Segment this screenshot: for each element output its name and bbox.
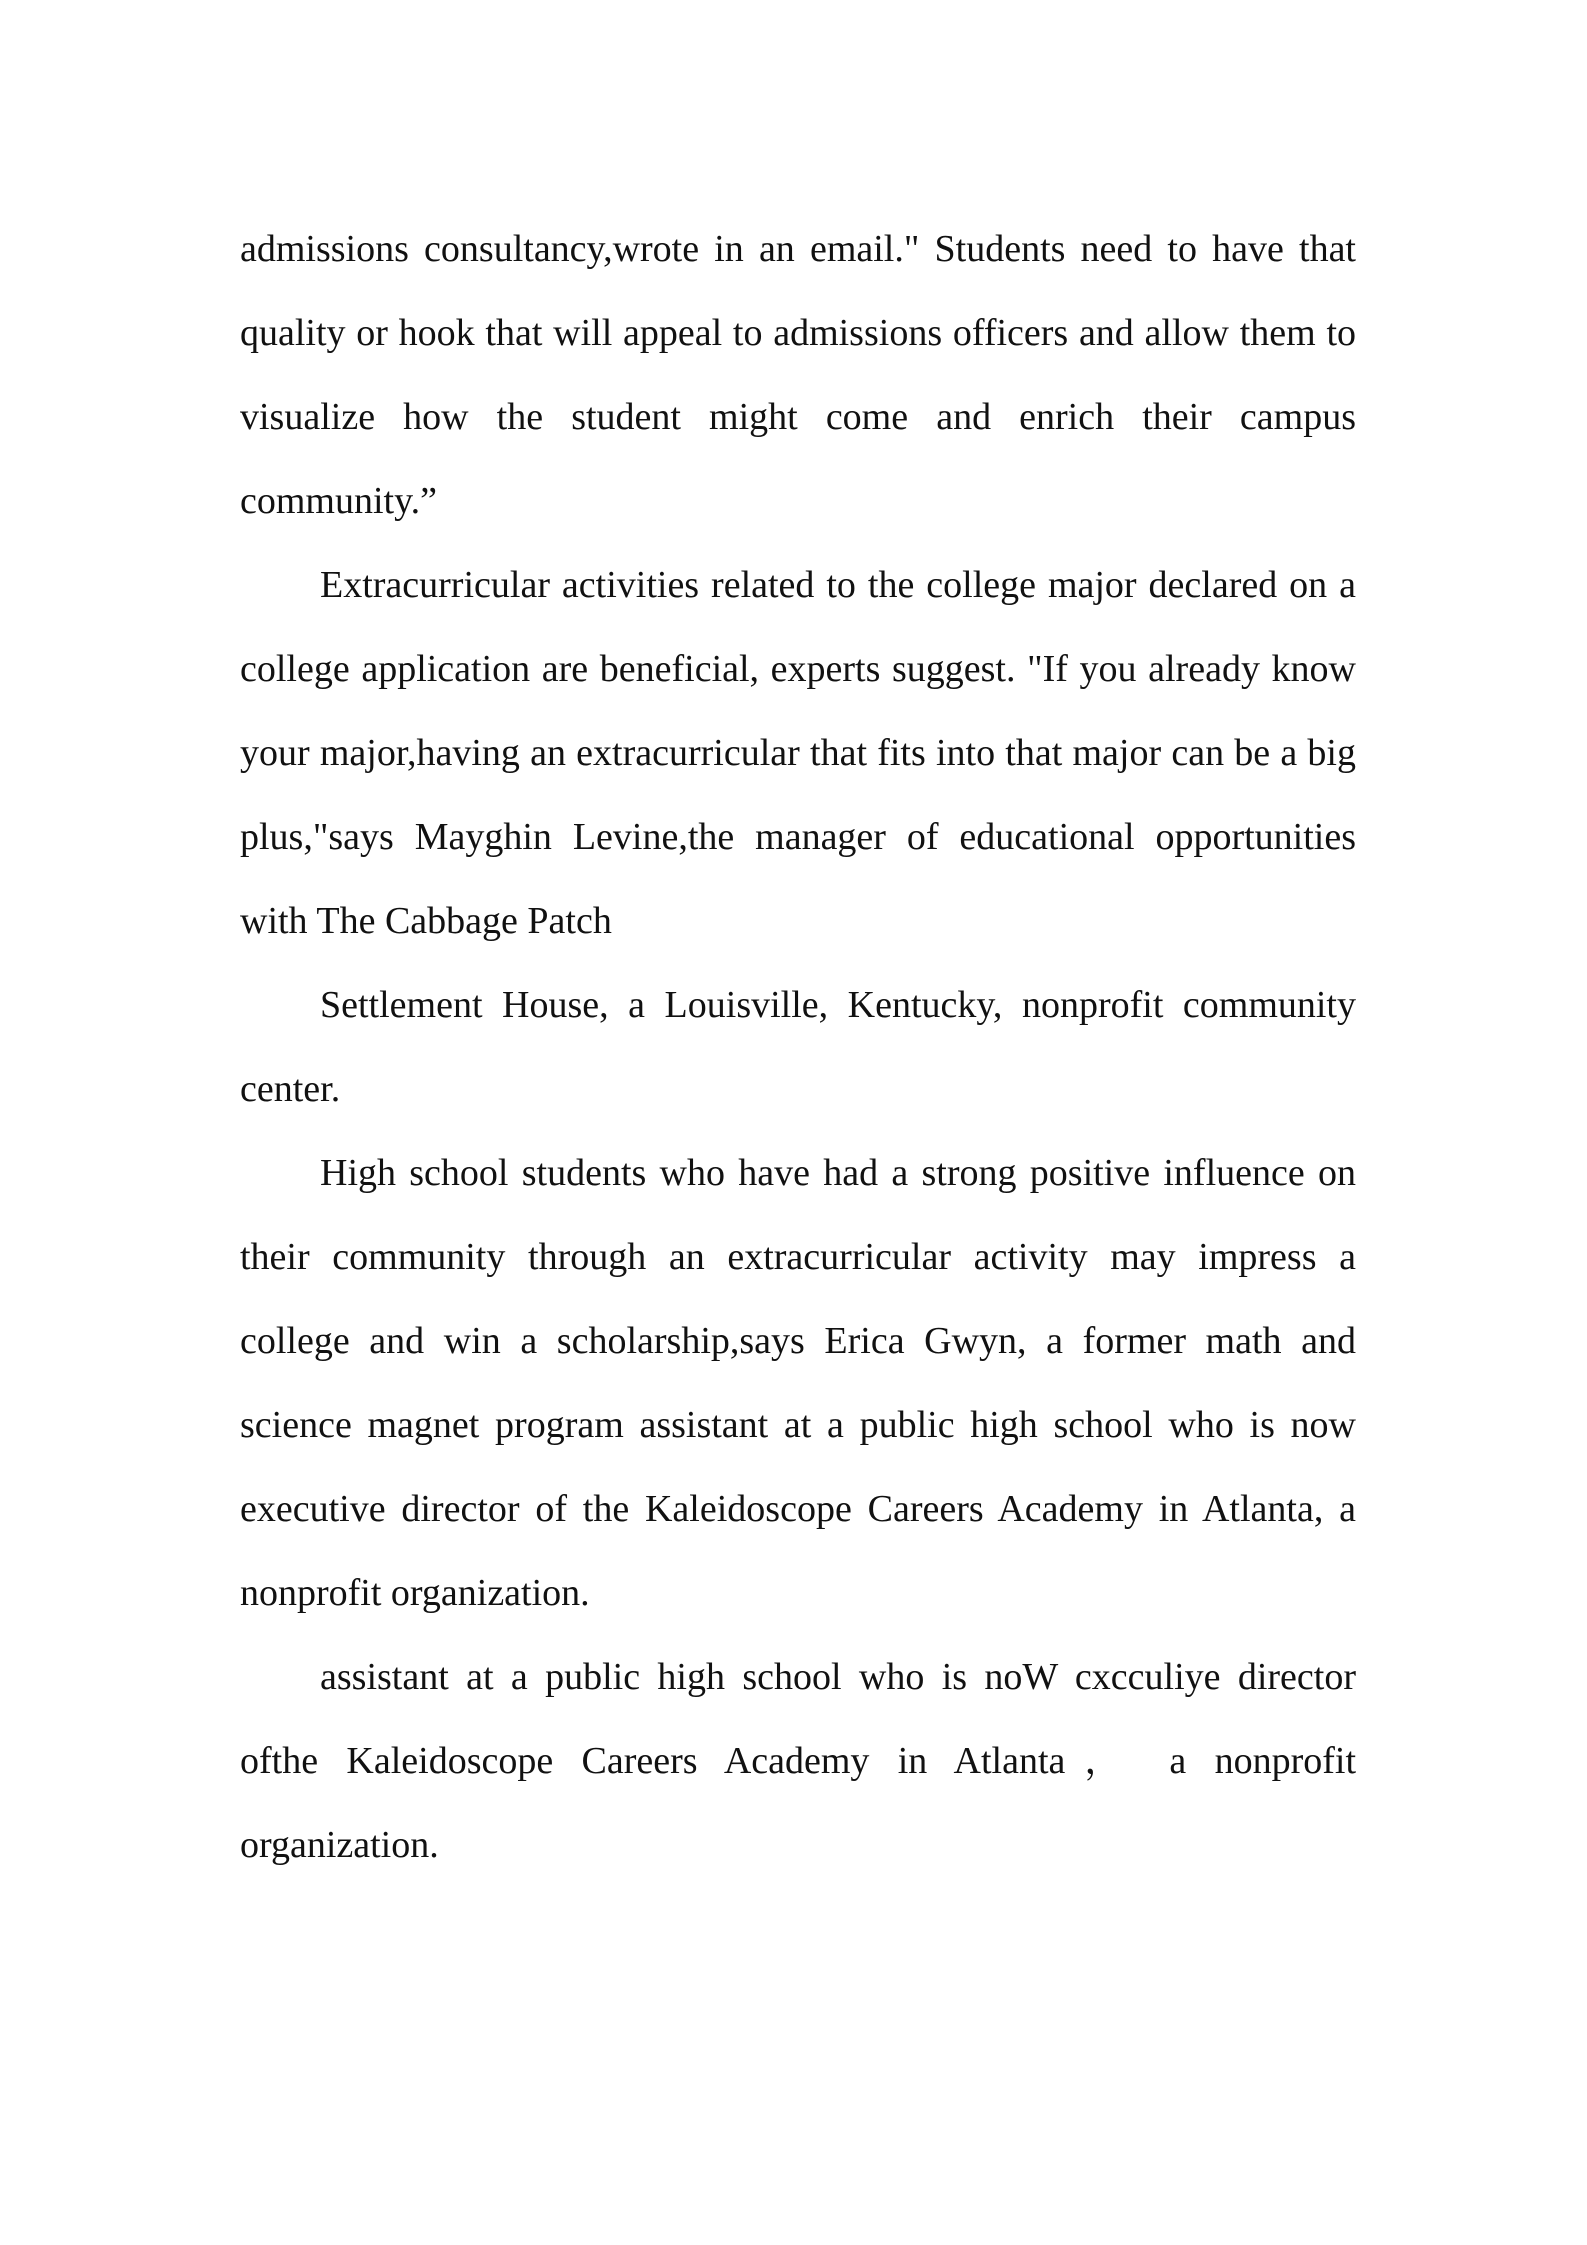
body-text: [240, 207, 1356, 1887]
paragraph-4: High school students who have had a strong positive influence on their community through an extracurricular activity may impress a college and win a scholarship,says Erica Gwyn, a former math and science magnet program assistant at a public high school who is now executive director of the Kaleidoscope Careers Academy in Atlanta, a nonprofit organization.: [240, 1152, 1356, 1614]
paragraph-3: Settlement House, a Louisville, Kentucky, nonprofit community center.: [240, 984, 1356, 1110]
paragraph-5: assistant at a public high school who is noW cxcculiye director ofthe Kaleidoscope Careers Academy in Atlanta， a nonprofit organization.: [240, 1656, 1356, 1866]
paragraph-2: Extracurricular activities related to the college major declared on a college application are beneficial, experts suggest. "If you already know your major,having an extracurricular that fits into that major can be a big plus,"says Mayghin Levine,the manager of educational opportunities with The Cabbage Patch: [240, 564, 1356, 942]
paragraph-1: admissions consultancy,wrote in an email." Students need to have that quality or hook that will appeal to admissions officers and allow them to visualize how the student might come and enrich their campus community.”: [240, 228, 1356, 522]
